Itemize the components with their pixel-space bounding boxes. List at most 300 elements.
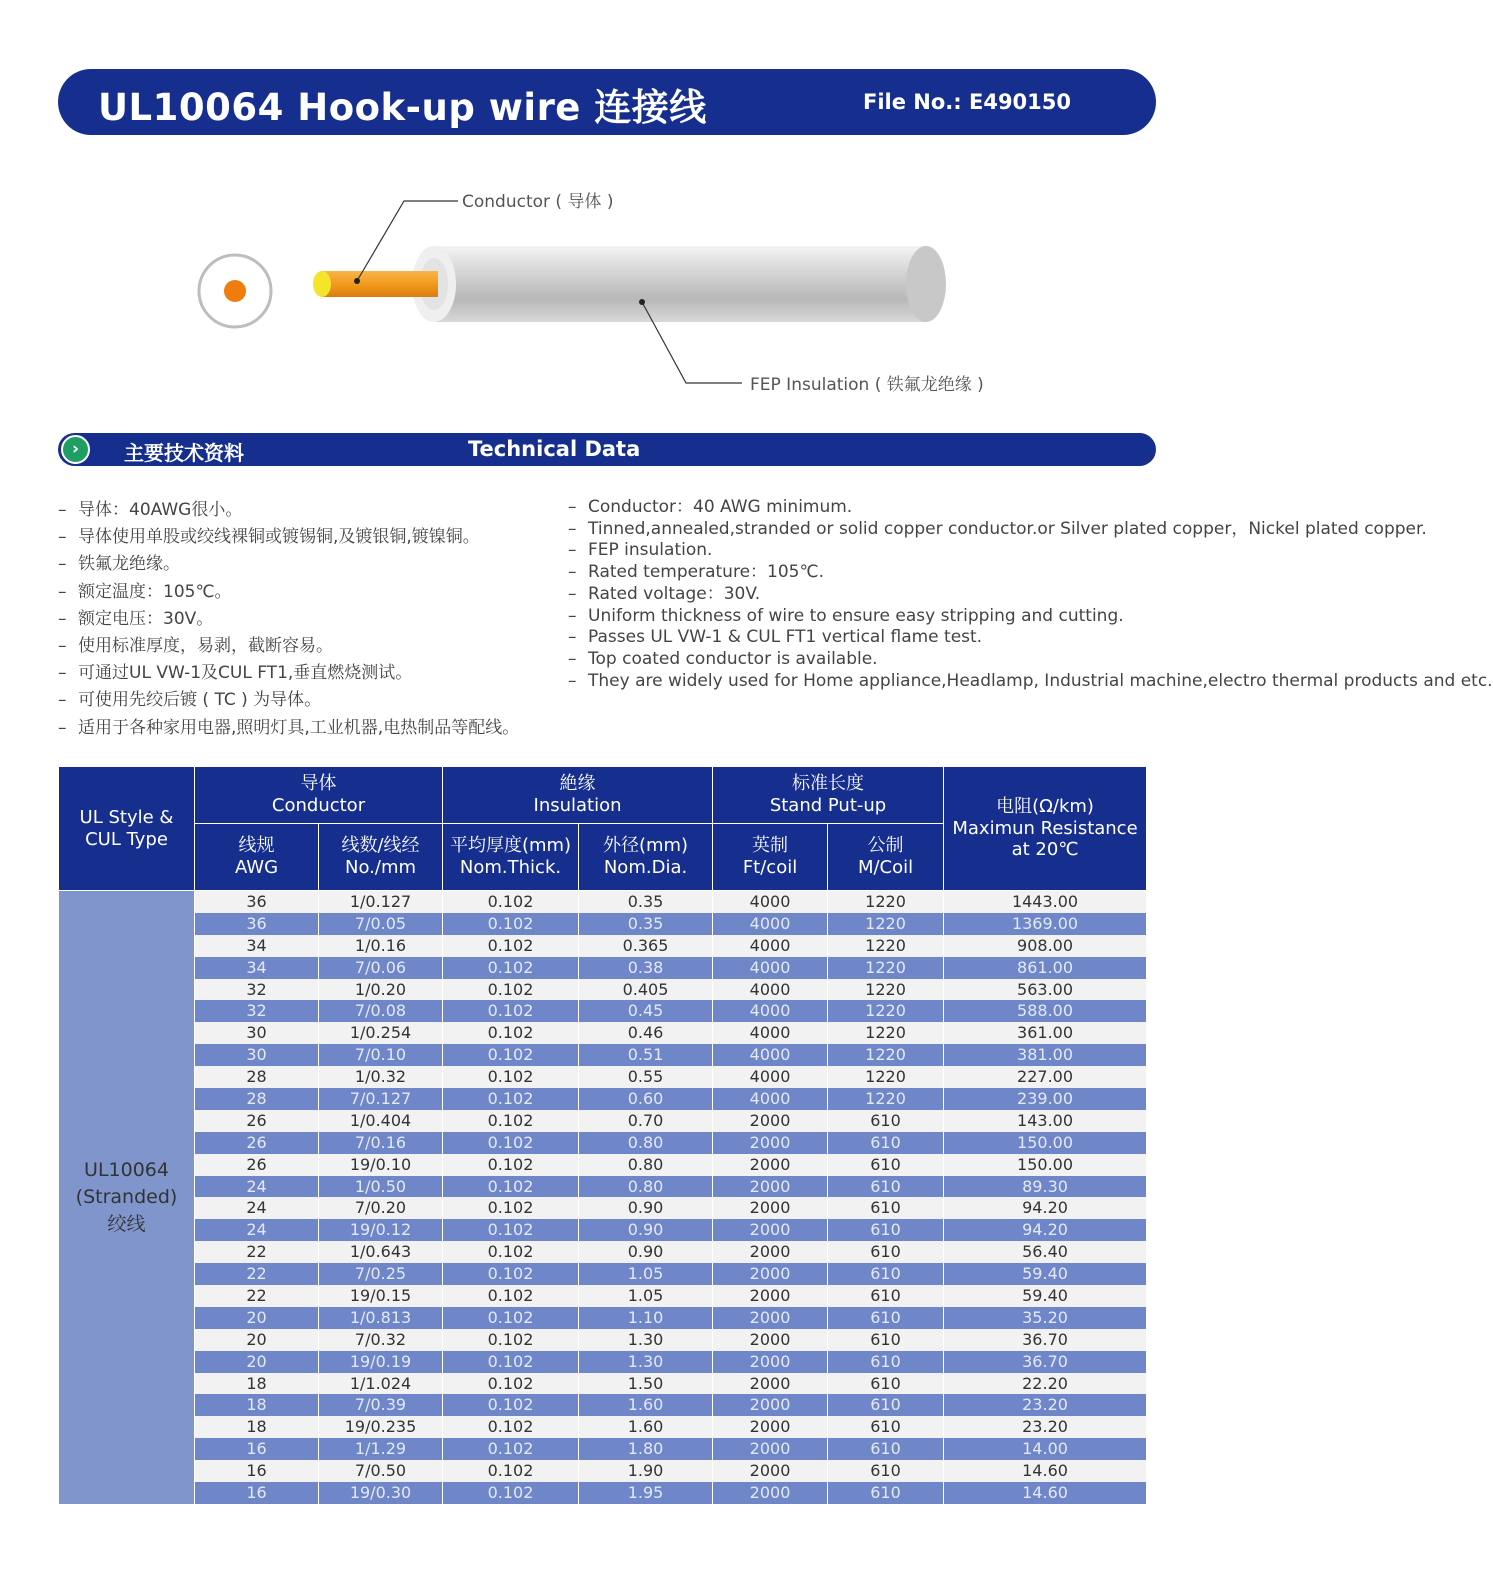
spec-cn-item xyxy=(58,715,558,742)
ft-coil-header: 英制 Ft/coil xyxy=(713,824,828,891)
spec-en-text: Top coated conductor is available. xyxy=(588,648,878,669)
table-row xyxy=(59,1154,1147,1176)
diameter-cell: 0.90 xyxy=(579,1219,713,1241)
m-coil-cell: 610 xyxy=(828,1219,944,1241)
ft-coil-cell: 2000 xyxy=(713,1132,828,1154)
strand-cell: 1/1.024 xyxy=(319,1373,443,1395)
diameter-cell: 1.05 xyxy=(579,1263,713,1285)
ft-coil-cell: 4000 xyxy=(713,891,828,913)
resistance-cell: 588.00 xyxy=(944,1000,1147,1022)
ft-coil-cell: 4000 xyxy=(713,1000,828,1022)
diameter-cell: 0.365 xyxy=(579,935,713,957)
diameter-cell: 0.90 xyxy=(579,1197,713,1219)
strand-cell: 7/0.127 xyxy=(319,1088,443,1110)
bullet-dash: – xyxy=(58,635,67,656)
awg-cell: 24 xyxy=(195,1219,319,1241)
ft-coil-cell: 2000 xyxy=(713,1460,828,1482)
table-row xyxy=(59,935,1147,957)
awg-cell: 16 xyxy=(195,1482,319,1504)
spec-cn-text: 导体使用单股或绞线裸铜或镀锡铜,及镀银铜,镀镍铜。 xyxy=(78,527,480,548)
resistance-cell: 23.20 xyxy=(944,1394,1147,1416)
awg-cell: 22 xyxy=(195,1241,319,1263)
m-coil-cell: 1220 xyxy=(828,1000,944,1022)
ft-coil-cell: 4000 xyxy=(713,935,828,957)
table-row xyxy=(59,1394,1147,1416)
diameter-header: 外径(mm) Nom.Dia. xyxy=(579,824,713,891)
bullet-dash: – xyxy=(58,581,67,602)
strand-cell: 1/0.813 xyxy=(319,1307,443,1329)
strand-cell: 7/0.25 xyxy=(319,1263,443,1285)
thickness-cell: 0.102 xyxy=(443,1088,579,1110)
bullet-dash: – xyxy=(568,670,577,691)
spec-en-text: FEP insulation. xyxy=(588,540,713,561)
resistance-cell: 861.00 xyxy=(944,957,1147,979)
diameter-cell: 1.30 xyxy=(579,1329,713,1351)
awg-cell: 30 xyxy=(195,1044,319,1066)
awg-cell: 32 xyxy=(195,979,319,1001)
m-coil-header: 公制 M/Coil xyxy=(828,824,944,891)
spec-cn-item xyxy=(58,633,558,660)
ft-coil-cell: 2000 xyxy=(713,1438,828,1460)
diameter-cell: 0.51 xyxy=(579,1044,713,1066)
section-title-cn: 主要技术资料 xyxy=(124,441,244,465)
m-coil-cell: 610 xyxy=(828,1373,944,1395)
m-coil-cell: 1220 xyxy=(828,891,944,913)
m-coil-cell: 1220 xyxy=(828,935,944,957)
resistance-cell: 36.70 xyxy=(944,1351,1147,1373)
strand-cell: 1/1.29 xyxy=(319,1438,443,1460)
m-coil-cell: 1220 xyxy=(828,1044,944,1066)
awg-cell: 20 xyxy=(195,1307,319,1329)
ft-coil-cell: 4000 xyxy=(713,1044,828,1066)
ft-coil-cell: 2000 xyxy=(713,1110,828,1132)
table-row xyxy=(59,1438,1147,1460)
ft-coil-cell: 2000 xyxy=(713,1394,828,1416)
ft-coil-cell: 4000 xyxy=(713,957,828,979)
thickness-cell: 0.102 xyxy=(443,1022,579,1044)
strand-cell: 19/0.30 xyxy=(319,1482,443,1504)
ft-coil-cell: 2000 xyxy=(713,1373,828,1395)
putup-header: 标准长度 Stand Put-up xyxy=(713,767,944,824)
awg-cell: 34 xyxy=(195,935,319,957)
ft-coil-cell: 2000 xyxy=(713,1482,828,1504)
table-row xyxy=(59,1176,1147,1198)
spec-en-text: Rated voltage：30V. xyxy=(588,583,761,604)
strand-cell: 7/0.39 xyxy=(319,1394,443,1416)
table-row xyxy=(59,1373,1147,1395)
resistance-cell: 23.20 xyxy=(944,1416,1147,1438)
m-coil-cell: 610 xyxy=(828,1416,944,1438)
table-row xyxy=(59,1044,1147,1066)
spec-cn-text: 额定电压：30V。 xyxy=(78,608,214,629)
diameter-cell: 0.46 xyxy=(579,1022,713,1044)
thickness-cell: 0.102 xyxy=(443,1219,579,1241)
diameter-cell: 0.35 xyxy=(579,913,713,935)
awg-cell: 34 xyxy=(195,957,319,979)
strand-cell: 1/0.643 xyxy=(319,1241,443,1263)
awg-cell: 36 xyxy=(195,891,319,913)
resistance-cell: 22.20 xyxy=(944,1373,1147,1395)
m-coil-cell: 610 xyxy=(828,1263,944,1285)
diameter-cell: 0.90 xyxy=(579,1241,713,1263)
spec-en-text: Conductor：40 AWG minimum. xyxy=(588,497,853,517)
diameter-cell: 1.80 xyxy=(579,1438,713,1460)
bullet-dash: – xyxy=(568,562,577,583)
thickness-cell: 0.102 xyxy=(443,891,579,913)
ft-coil-cell: 4000 xyxy=(713,1066,828,1088)
awg-cell: 26 xyxy=(195,1154,319,1176)
strand-cell: 1/0.254 xyxy=(319,1022,443,1044)
resistance-cell: 150.00 xyxy=(944,1154,1147,1176)
awg-cell: 20 xyxy=(195,1329,319,1351)
awg-cell: 24 xyxy=(195,1197,319,1219)
strand-cell: 19/0.10 xyxy=(319,1154,443,1176)
table-row xyxy=(59,1000,1147,1022)
spec-en-text: They are widely used for Home appliance,Headlamp, Industrial machine,electro thermal products and etc. xyxy=(588,670,1493,691)
strand-cell: 7/0.05 xyxy=(319,913,443,935)
diameter-cell: 1.90 xyxy=(579,1460,713,1482)
ft-coil-cell: 2000 xyxy=(713,1329,828,1351)
spec-cn-item xyxy=(58,579,558,606)
strand-cell: 1/0.32 xyxy=(319,1066,443,1088)
wire-diagram xyxy=(0,150,1244,430)
bullet-dash: – xyxy=(568,497,577,517)
conductor-core xyxy=(313,271,438,297)
table-row xyxy=(59,913,1147,935)
table-row xyxy=(59,891,1147,913)
strand-cell: 7/0.10 xyxy=(319,1044,443,1066)
table-row xyxy=(59,1329,1147,1351)
m-coil-cell: 1220 xyxy=(828,979,944,1001)
resistance-cell: 239.00 xyxy=(944,1088,1147,1110)
strand-cell: 7/0.32 xyxy=(319,1329,443,1351)
m-coil-cell: 1220 xyxy=(828,1022,944,1044)
awg-cell: 18 xyxy=(195,1416,319,1438)
spec-list-en xyxy=(568,497,1493,692)
ft-coil-cell: 2000 xyxy=(713,1285,828,1307)
spec-cn-item xyxy=(58,524,558,551)
bullet-dash: – xyxy=(58,717,67,738)
m-coil-cell: 610 xyxy=(828,1132,944,1154)
m-coil-cell: 1220 xyxy=(828,957,944,979)
bullet-dash: – xyxy=(58,500,67,520)
table-row xyxy=(59,979,1147,1001)
table-row xyxy=(59,1241,1147,1263)
m-coil-cell: 610 xyxy=(828,1482,944,1504)
spec-en-item xyxy=(568,518,1427,541)
table-row xyxy=(59,957,1147,979)
strand-cell: 19/0.12 xyxy=(319,1219,443,1241)
awg-cell: 28 xyxy=(195,1088,319,1110)
thickness-cell: 0.102 xyxy=(443,1066,579,1088)
diameter-cell: 0.80 xyxy=(579,1154,713,1176)
thickness-cell: 0.102 xyxy=(443,1394,579,1416)
diameter-cell: 0.80 xyxy=(579,1176,713,1198)
resistance-cell: 1369.00 xyxy=(944,913,1147,935)
spec-cn-item xyxy=(58,687,558,714)
thickness-cell: 0.102 xyxy=(443,1132,579,1154)
m-coil-cell: 610 xyxy=(828,1394,944,1416)
spec-table xyxy=(58,766,1147,1504)
resistance-header: 电阻(Ω/km) Maximun Resistance at 20℃ xyxy=(944,767,1147,891)
m-coil-cell: 610 xyxy=(828,1110,944,1132)
title-bar xyxy=(58,69,1156,135)
awg-cell: 26 xyxy=(195,1110,319,1132)
resistance-cell: 908.00 xyxy=(944,935,1147,957)
m-coil-cell: 610 xyxy=(828,1176,944,1198)
table-row xyxy=(59,1132,1147,1154)
spec-cn-text: 适用于各种家用电器,照明灯具,工业机器,电热制品等配线。 xyxy=(78,717,520,738)
awg-cell: 18 xyxy=(195,1373,319,1395)
thickness-cell: 0.102 xyxy=(443,1285,579,1307)
bullet-dash: – xyxy=(58,690,67,711)
strand-cell: 1/0.20 xyxy=(319,979,443,1001)
thickness-cell: 0.102 xyxy=(443,1154,579,1176)
style-type-cell: UL10064 (Stranded) 绞线 xyxy=(59,891,195,1504)
awg-cell: 20 xyxy=(195,1351,319,1373)
m-coil-cell: 610 xyxy=(828,1438,944,1460)
ft-coil-cell: 2000 xyxy=(713,1154,828,1176)
spec-en-text: Passes UL VW-1 & CUL FT1 vertical flame test. xyxy=(588,627,983,648)
ft-coil-cell: 2000 xyxy=(713,1219,828,1241)
bullet-dash: – xyxy=(568,518,577,539)
spec-list-cn xyxy=(58,497,558,742)
thickness-cell: 0.102 xyxy=(443,1044,579,1066)
diameter-cell: 0.45 xyxy=(579,1000,713,1022)
diameter-cell: 0.405 xyxy=(579,979,713,1001)
diameter-cell: 1.30 xyxy=(579,1351,713,1373)
resistance-cell: 94.20 xyxy=(944,1197,1147,1219)
resistance-cell: 14.60 xyxy=(944,1482,1147,1504)
strand-cell: 1/0.127 xyxy=(319,891,443,913)
resistance-cell: 14.00 xyxy=(944,1438,1147,1460)
thickness-cell: 0.102 xyxy=(443,1329,579,1351)
table-row xyxy=(59,1022,1147,1044)
spec-en-item xyxy=(568,606,1158,628)
diameter-cell: 1.50 xyxy=(579,1373,713,1395)
awg-cell: 22 xyxy=(195,1285,319,1307)
resistance-cell: 56.40 xyxy=(944,1241,1147,1263)
ft-coil-cell: 2000 xyxy=(713,1263,828,1285)
spec-cn-item xyxy=(58,606,558,633)
resistance-cell: 143.00 xyxy=(944,1110,1147,1132)
spec-en-item xyxy=(568,627,1158,649)
ft-coil-cell: 2000 xyxy=(713,1241,828,1263)
thickness-cell: 0.102 xyxy=(443,957,579,979)
spec-cn-item xyxy=(58,660,558,687)
m-coil-cell: 1220 xyxy=(828,1088,944,1110)
ft-coil-cell: 2000 xyxy=(713,1176,828,1198)
table-row xyxy=(59,1460,1147,1482)
thickness-cell: 0.102 xyxy=(443,1307,579,1329)
diameter-cell: 1.05 xyxy=(579,1285,713,1307)
thickness-cell: 0.102 xyxy=(443,1438,579,1460)
m-coil-cell: 610 xyxy=(828,1197,944,1219)
ft-coil-cell: 2000 xyxy=(713,1307,828,1329)
m-coil-cell: 610 xyxy=(828,1460,944,1482)
m-coil-cell: 610 xyxy=(828,1329,944,1351)
strand-cell: 1/0.16 xyxy=(319,935,443,957)
resistance-cell: 1443.00 xyxy=(944,891,1147,913)
resistance-cell: 150.00 xyxy=(944,1132,1147,1154)
bullet-dash: – xyxy=(58,663,67,684)
bullet-dash: – xyxy=(58,527,67,548)
diameter-cell: 0.80 xyxy=(579,1132,713,1154)
thickness-cell: 0.102 xyxy=(443,1197,579,1219)
resistance-cell: 361.00 xyxy=(944,1022,1147,1044)
diameter-cell: 0.70 xyxy=(579,1110,713,1132)
section-bar xyxy=(58,433,1156,466)
ft-coil-cell: 4000 xyxy=(713,913,828,935)
strand-header: 线数/线经 No./mm xyxy=(319,824,443,891)
spec-en-text: Tinned,annealed,stranded or solid copper conductor.or Silver plated copper，Nickel plated copper. xyxy=(588,518,1427,539)
spec-en-item xyxy=(568,562,1158,584)
thickness-cell: 0.102 xyxy=(443,1176,579,1198)
spec-en-item xyxy=(568,540,1158,562)
awg-cell: 18 xyxy=(195,1394,319,1416)
insulation-body xyxy=(412,246,946,322)
diameter-cell: 1.60 xyxy=(579,1394,713,1416)
table-row xyxy=(59,1088,1147,1110)
thickness-header: 平均厚度(mm) Nom.Thick. xyxy=(443,824,579,891)
thickness-cell: 0.102 xyxy=(443,979,579,1001)
spec-en-item xyxy=(568,497,1158,519)
strand-cell: 19/0.15 xyxy=(319,1285,443,1307)
table-row xyxy=(59,1307,1147,1329)
diameter-cell: 1.95 xyxy=(579,1482,713,1504)
spec-en-item xyxy=(568,670,1493,693)
spec-cn-text: 额定温度：105℃。 xyxy=(78,581,232,602)
table-row xyxy=(59,1351,1147,1373)
spec-cn-text: 铁氟龙绝缘。 xyxy=(78,554,180,575)
ft-coil-cell: 2000 xyxy=(713,1416,828,1438)
awg-cell: 26 xyxy=(195,1132,319,1154)
thickness-cell: 0.102 xyxy=(443,913,579,935)
resistance-cell: 36.70 xyxy=(944,1329,1147,1351)
section-title-en: Technical Data xyxy=(468,437,641,461)
m-coil-cell: 610 xyxy=(828,1241,944,1263)
diameter-cell: 0.35 xyxy=(579,891,713,913)
bullet-dash: – xyxy=(568,627,577,648)
resistance-cell: 59.40 xyxy=(944,1263,1147,1285)
spec-en-item xyxy=(568,649,1158,671)
spec-cn-item xyxy=(58,497,558,524)
thickness-cell: 0.102 xyxy=(443,1416,579,1438)
resistance-cell: 35.20 xyxy=(944,1307,1147,1329)
table-row xyxy=(59,1110,1147,1132)
strand-cell: 7/0.16 xyxy=(319,1132,443,1154)
diameter-cell: 1.10 xyxy=(579,1307,713,1329)
m-coil-cell: 610 xyxy=(828,1351,944,1373)
spec-en-text: Rated temperature：105℃. xyxy=(588,562,824,583)
spec-cn-text: 可通过UL VW-1及CUL FT1,垂直燃烧测试。 xyxy=(78,663,413,684)
diameter-cell: 0.60 xyxy=(579,1088,713,1110)
conductor-label: Conductor ( 导体 ) xyxy=(462,192,614,212)
insulation-label: FEP Insulation ( 铁氟龙绝缘 ) xyxy=(750,375,984,395)
diameter-cell: 0.55 xyxy=(579,1066,713,1088)
ft-coil-cell: 4000 xyxy=(713,1088,828,1110)
strand-cell: 1/0.404 xyxy=(319,1110,443,1132)
resistance-cell: 89.30 xyxy=(944,1176,1147,1198)
bullet-dash: – xyxy=(568,648,577,669)
thickness-cell: 0.102 xyxy=(443,1482,579,1504)
thickness-cell: 0.102 xyxy=(443,1460,579,1482)
thickness-cell: 0.102 xyxy=(443,935,579,957)
awg-cell: 24 xyxy=(195,1176,319,1198)
bullet-dash: – xyxy=(58,554,67,575)
m-coil-cell: 1220 xyxy=(828,913,944,935)
thickness-cell: 0.102 xyxy=(443,1110,579,1132)
strand-cell: 7/0.06 xyxy=(319,957,443,979)
strand-cell: 7/0.50 xyxy=(319,1460,443,1482)
spec-cn-text: 可使用先绞后镀 ( TC ) 为导体。 xyxy=(78,690,322,711)
awg-cell: 16 xyxy=(195,1438,319,1460)
bullet-dash: – xyxy=(568,605,577,626)
bullet-dash: – xyxy=(58,608,67,629)
insulation-header: 絶缘 Insulation xyxy=(443,767,713,824)
style-header: UL Style & CUL Type xyxy=(59,767,195,891)
awg-header: 线规 AWG xyxy=(195,824,319,891)
diameter-cell: 1.60 xyxy=(579,1416,713,1438)
table-row xyxy=(59,1416,1147,1438)
ft-coil-cell: 2000 xyxy=(713,1351,828,1373)
diameter-cell: 0.38 xyxy=(579,957,713,979)
table-row xyxy=(59,1285,1147,1307)
chevron-right-icon: › xyxy=(61,435,90,464)
resistance-cell: 94.20 xyxy=(944,1219,1147,1241)
spec-en-text: Uniform thickness of wire to ensure easy stripping and cutting. xyxy=(588,605,1124,626)
strand-cell: 7/0.20 xyxy=(319,1197,443,1219)
awg-cell: 32 xyxy=(195,1000,319,1022)
awg-cell: 30 xyxy=(195,1022,319,1044)
strand-cell: 1/0.50 xyxy=(319,1176,443,1198)
thickness-cell: 0.102 xyxy=(443,1351,579,1373)
resistance-cell: 14.60 xyxy=(944,1460,1147,1482)
file-number: File No.: E490150 xyxy=(863,90,1072,114)
awg-cell: 22 xyxy=(195,1263,319,1285)
m-coil-cell: 610 xyxy=(828,1154,944,1176)
ft-coil-cell: 4000 xyxy=(713,979,828,1001)
awg-cell: 28 xyxy=(195,1066,319,1088)
table-row xyxy=(59,1197,1147,1219)
thickness-cell: 0.102 xyxy=(443,1000,579,1022)
strand-cell: 7/0.08 xyxy=(319,1000,443,1022)
strand-cell: 19/0.19 xyxy=(319,1351,443,1373)
spec-cn-text: 使用标准厚度，易剥，截断容易。 xyxy=(78,635,333,656)
spec-cn-item xyxy=(58,551,558,578)
awg-cell: 36 xyxy=(195,913,319,935)
bullet-dash: – xyxy=(568,540,577,561)
table-row xyxy=(59,1219,1147,1241)
m-coil-cell: 1220 xyxy=(828,1066,944,1088)
resistance-cell: 227.00 xyxy=(944,1066,1147,1088)
m-coil-cell: 610 xyxy=(828,1285,944,1307)
resistance-cell: 563.00 xyxy=(944,979,1147,1001)
spec-cn-text: 导体：40AWG很小。 xyxy=(78,500,243,520)
m-coil-cell: 610 xyxy=(828,1307,944,1329)
ft-coil-cell: 4000 xyxy=(713,1022,828,1044)
cross-section-icon xyxy=(199,255,271,327)
bullet-dash: – xyxy=(568,583,577,604)
thickness-cell: 0.102 xyxy=(443,1241,579,1263)
awg-cell: 16 xyxy=(195,1460,319,1482)
table-row xyxy=(59,1482,1147,1504)
resistance-cell: 381.00 xyxy=(944,1044,1147,1066)
thickness-cell: 0.102 xyxy=(443,1373,579,1395)
strand-cell: 19/0.235 xyxy=(319,1416,443,1438)
conductor-header: 导体 Conductor xyxy=(195,767,443,824)
resistance-cell: 59.40 xyxy=(944,1285,1147,1307)
